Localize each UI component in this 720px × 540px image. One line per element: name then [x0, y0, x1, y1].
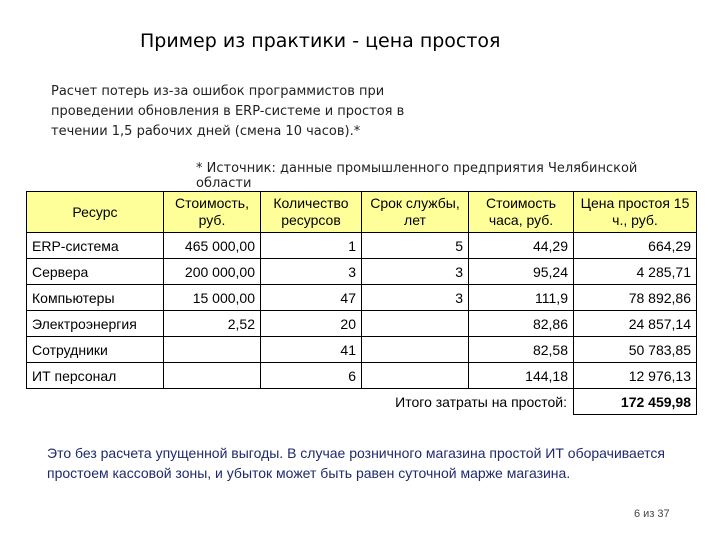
cell-cost — [164, 337, 261, 363]
table-row — [27, 233, 697, 259]
cell-resource: Компьютеры — [27, 285, 164, 311]
header-service-life: Срок службы, лет — [362, 192, 469, 233]
cell-quantity: 20 — [261, 311, 362, 337]
slide-title: Пример из практики - цена простоя — [140, 30, 501, 52]
cell-service-life: 3 — [362, 285, 469, 311]
cell-service-life: 5 — [362, 233, 469, 259]
cell-downtime-cost: 664,29 — [574, 233, 697, 259]
table-row — [27, 337, 697, 363]
cell-hour-cost: 82,58 — [469, 337, 574, 363]
cell-downtime-cost: 24 857,14 — [574, 311, 697, 337]
cell-cost: 200 000,00 — [164, 259, 261, 285]
header-hour-cost: Стоимость часа, руб. — [469, 192, 574, 233]
cell-downtime-cost: 12 976,13 — [574, 363, 697, 389]
header-resource: Ресурс — [27, 192, 164, 233]
cell-hour-cost: 111,9 — [469, 285, 574, 311]
table-row — [27, 285, 697, 311]
cell-service-life — [362, 311, 469, 337]
cell-cost: 465 000,00 — [164, 233, 261, 259]
header-downtime-cost: Цена простоя 15 ч., руб. — [574, 192, 697, 233]
cell-quantity: 1 — [261, 233, 362, 259]
cell-service-life — [362, 363, 469, 389]
intro-text: Расчет потерь из-за ошибок программистов при проведении обновления в ERP-системе и простоя в течении 1,5 рабочих дней (смена 10 часов).* — [51, 84, 405, 139]
cell-resource: Электроэнергия — [27, 311, 164, 337]
header-cost: Стоимость, руб. — [164, 192, 261, 233]
cell-resource: ERP-система — [27, 233, 164, 259]
table-row — [27, 259, 697, 285]
cell-quantity: 47 — [261, 285, 362, 311]
table-row — [27, 363, 697, 389]
header-quantity: Количество ресурсов — [261, 192, 362, 233]
cost-table — [26, 191, 697, 415]
page-number: 6 из 37 — [634, 508, 670, 520]
cell-cost — [164, 363, 261, 389]
total-value: 172 459,98 — [574, 389, 697, 415]
cell-hour-cost: 144,18 — [469, 363, 574, 389]
cell-downtime-cost: 78 892,86 — [574, 285, 697, 311]
cell-resource: Сервера — [27, 259, 164, 285]
cell-hour-cost: 95,24 — [469, 259, 574, 285]
source-note: * Источник: данные промышленного предприятия Челябинской области — [196, 161, 638, 191]
cell-quantity: 6 — [261, 363, 362, 389]
footer-note: Это без расчета упущенной выгоды. В случае розничного магазина простой ИТ оборачивается простоем кассовой зоны, и убыток может быть равен суточной марже магазина. — [47, 445, 665, 481]
cell-service-life — [362, 337, 469, 363]
cell-downtime-cost: 50 783,85 — [574, 337, 697, 363]
table-header-row — [27, 192, 697, 233]
cell-service-life: 3 — [362, 259, 469, 285]
cell-hour-cost: 44,29 — [469, 233, 574, 259]
cell-cost: 2,52 — [164, 311, 261, 337]
cell-quantity: 41 — [261, 337, 362, 363]
cell-resource: ИТ персонал — [27, 363, 164, 389]
cell-resource: Сотрудники — [27, 337, 164, 363]
total-label: Итого затраты на простой: — [395, 393, 567, 410]
cell-quantity: 3 — [261, 259, 362, 285]
cell-hour-cost: 82,86 — [469, 311, 574, 337]
cell-downtime-cost: 4 285,71 — [574, 259, 697, 285]
total-row — [27, 389, 697, 415]
table-row — [27, 311, 697, 337]
cell-cost: 15 000,00 — [164, 285, 261, 311]
